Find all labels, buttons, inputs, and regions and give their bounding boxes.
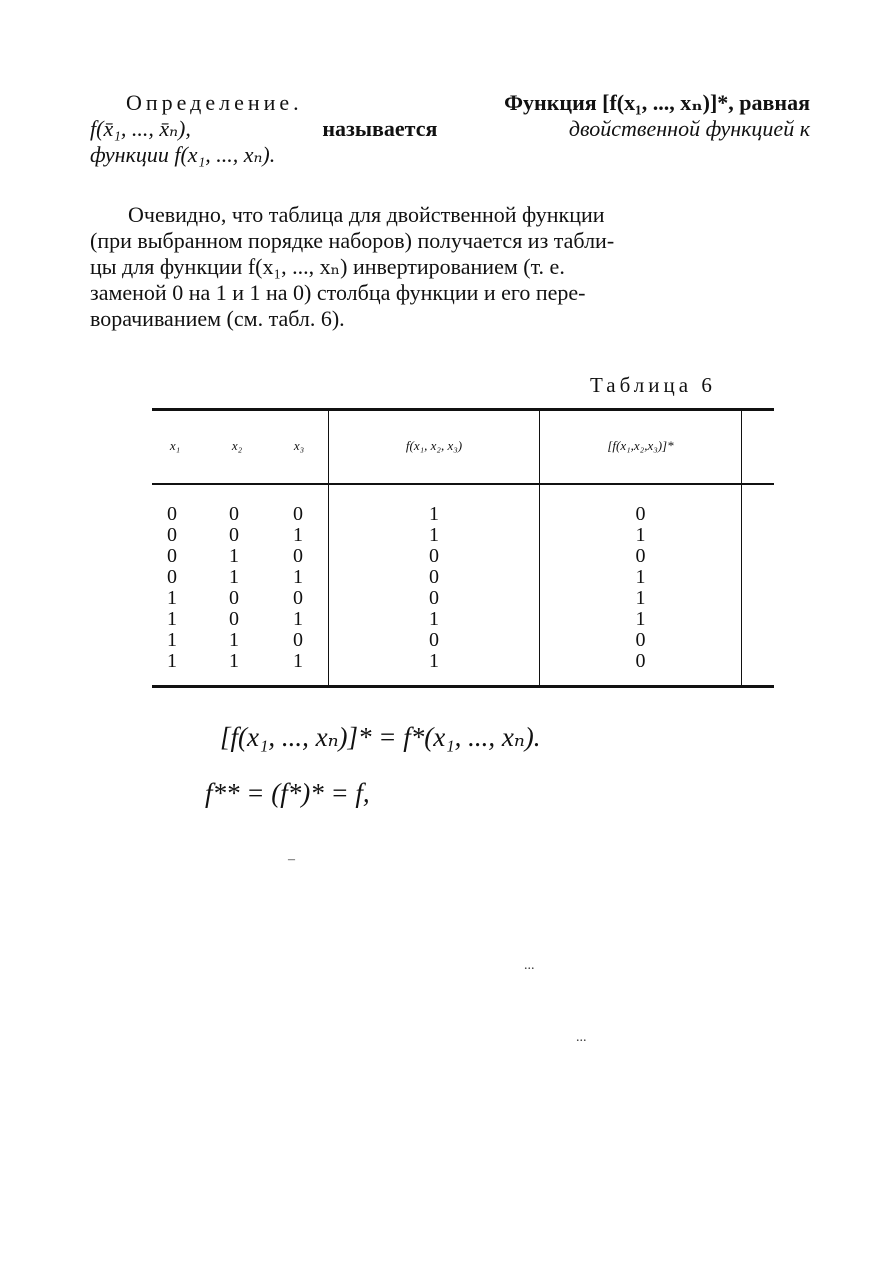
cell: 1 xyxy=(229,545,239,567)
cell: 0 xyxy=(293,587,303,609)
cell: 1 xyxy=(167,587,177,609)
cell: 1 xyxy=(293,608,303,630)
cell: 0 xyxy=(167,524,177,546)
cell: 0 xyxy=(429,629,439,651)
cell: 1 xyxy=(429,650,439,672)
ellipsis-mark-1: ... xyxy=(524,958,535,973)
cell: 0 xyxy=(635,629,646,651)
table-bottom-rule xyxy=(152,685,774,688)
table-top-rule xyxy=(152,408,774,411)
cell: 1 xyxy=(229,629,239,651)
function-term: функции xyxy=(90,142,169,167)
definition-line1-text: Функция [f(x₁, ..., xₙ)]*, равная xyxy=(504,90,810,115)
cell: 1 xyxy=(429,503,439,525)
cell: 0 xyxy=(429,587,439,609)
explanation-line-2: (при выбранном порядке наборов) получается из табли- xyxy=(90,228,615,253)
cell: 1 xyxy=(229,650,239,672)
cell: 1 xyxy=(167,629,177,651)
header-x3: x₃ xyxy=(293,438,305,453)
definition-line2-text: называется xyxy=(322,116,438,141)
dual-notation-formula: [f(x₁, ..., xₙ)]* = f*(x₁, ..., xₙ). xyxy=(220,722,541,752)
cell: 1 xyxy=(167,608,177,630)
cell: 0 xyxy=(293,629,303,651)
column-x2 xyxy=(222,504,246,672)
explanation-line-5: ворачиванием (см. табл. 6). xyxy=(90,306,345,331)
cell: 0 xyxy=(167,566,177,588)
cell: 0 xyxy=(229,608,239,630)
cell: 0 xyxy=(635,545,646,567)
cell: 1 xyxy=(429,524,439,546)
table-header-rule xyxy=(152,483,774,485)
function-expression: f(x₁, ..., xₙ). xyxy=(174,142,276,167)
explanation-line-4: заменой 0 на 1 и 1 на 0) столбца функции и его пере- xyxy=(90,280,586,305)
cell: 1 xyxy=(229,566,239,588)
table-divider-3 xyxy=(741,411,742,685)
cell: 1 xyxy=(635,587,646,609)
cell: 0 xyxy=(229,587,239,609)
cell: 0 xyxy=(293,503,303,525)
cell: 1 xyxy=(167,650,177,672)
dash-mark: – xyxy=(288,852,295,867)
column-x3 xyxy=(286,504,310,672)
cell: 0 xyxy=(635,650,646,672)
cell: 0 xyxy=(167,545,177,567)
cell: 0 xyxy=(429,566,439,588)
explanation-line-1: Очевидно, что таблица для двойственной функции xyxy=(128,202,605,227)
header-x1: x₁ xyxy=(169,438,181,453)
header-function: f(x₁, x₂, x₃) xyxy=(405,438,463,453)
cell: 1 xyxy=(635,608,646,630)
table-caption: Таблица 6 xyxy=(590,373,716,397)
explanation-paragraph xyxy=(90,202,810,332)
ellipsis-mark-2: ... xyxy=(576,1030,587,1045)
truth-table xyxy=(152,408,774,688)
cell: 0 xyxy=(293,545,303,567)
definition-line-1 xyxy=(90,90,810,116)
header-dual-function: [f(x₁,x₂,x₃)]* xyxy=(607,438,674,453)
definition-line-3 xyxy=(90,142,810,168)
cell: 1 xyxy=(635,566,646,588)
column-function xyxy=(329,504,539,672)
involution-formula: f** = (f*)* = f, xyxy=(205,778,370,808)
cell: 0 xyxy=(429,545,439,567)
column-dual-function xyxy=(540,504,741,672)
cell: 0 xyxy=(167,503,177,525)
explanation-line-3: цы для функции f(x₁, ..., xₙ) инвертированием (т. е. xyxy=(90,254,565,279)
dual-expression: f(x̄₁, ..., x̄ₙ), xyxy=(90,116,191,141)
cell: 1 xyxy=(429,608,439,630)
header-x2: x₂ xyxy=(231,438,243,453)
cell: 1 xyxy=(635,524,646,546)
definition-paragraph xyxy=(90,90,810,168)
cell: 1 xyxy=(293,650,303,672)
cell: 0 xyxy=(229,524,239,546)
cell: 1 xyxy=(293,524,303,546)
column-x1 xyxy=(160,504,184,672)
dual-function-term: двойственной функцией к xyxy=(568,116,810,141)
cell: 0 xyxy=(635,503,646,525)
cell: 1 xyxy=(293,566,303,588)
definition-line-2 xyxy=(90,116,810,142)
cell: 0 xyxy=(229,503,239,525)
definition-label: Определение. xyxy=(126,90,303,115)
